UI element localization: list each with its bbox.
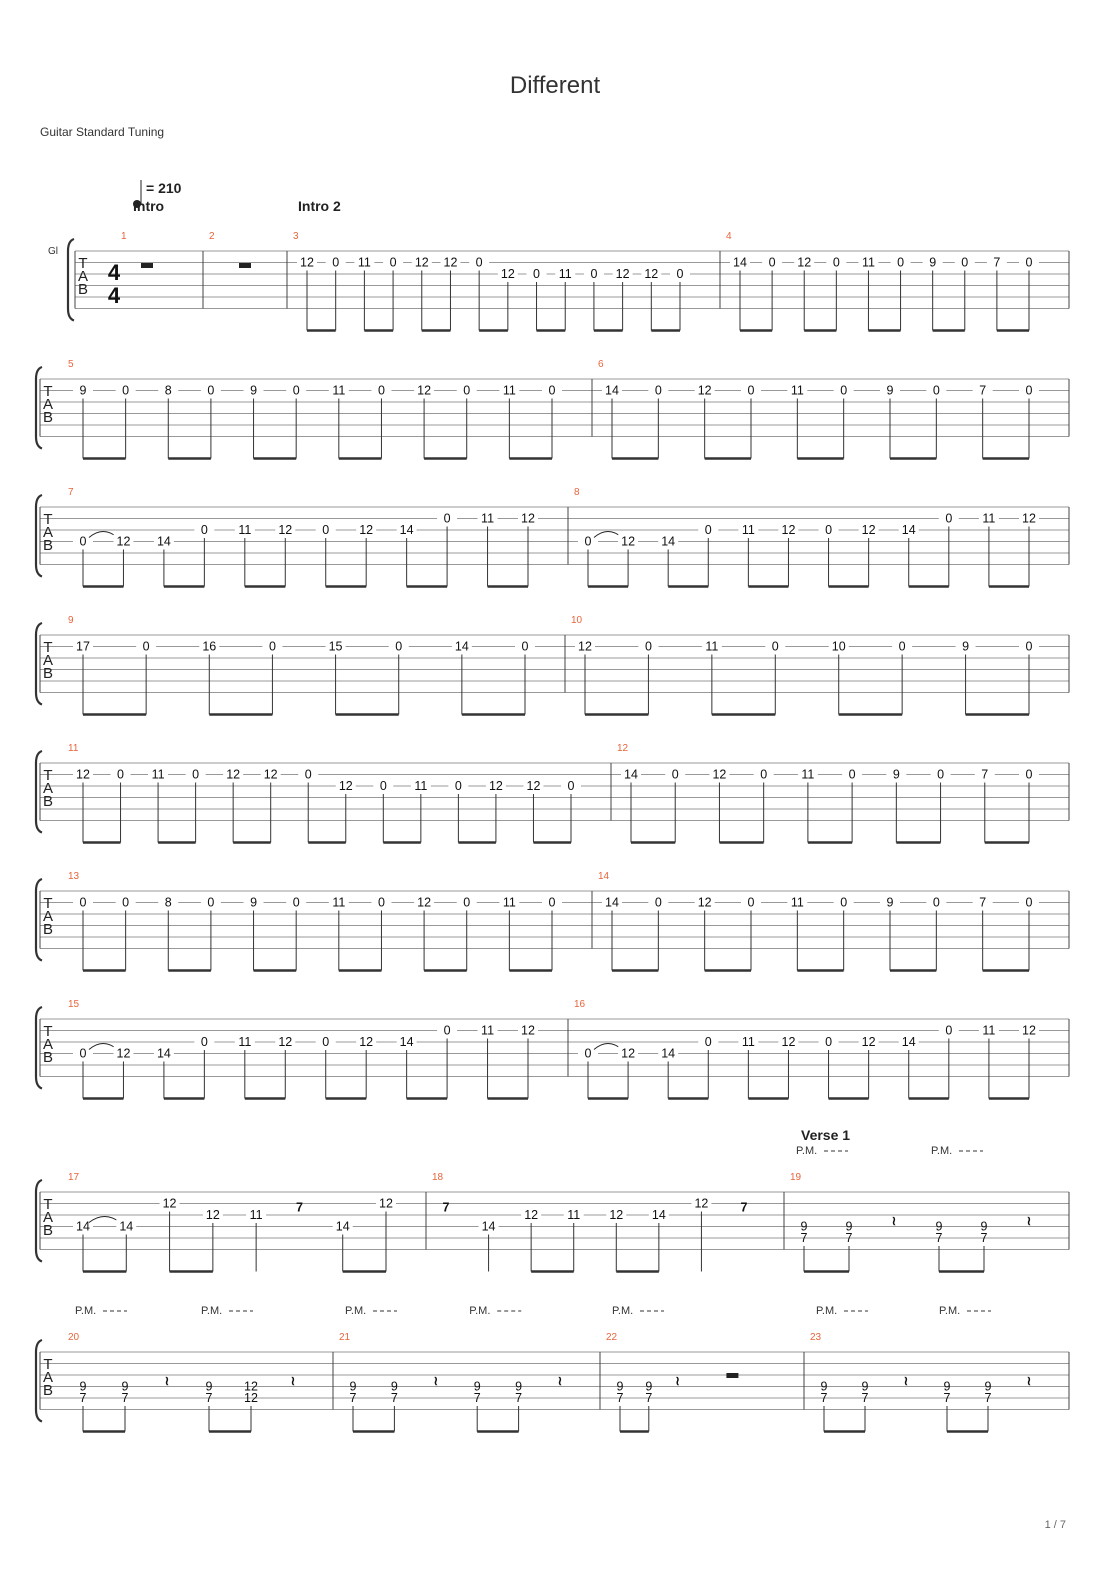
half-rest [239,263,251,268]
fret-number: 9 [473,1379,481,1394]
fret-number: 0 [533,267,541,281]
measure-number: 15 [68,999,80,1010]
measure-number: 8 [574,487,580,498]
measure-number: 14 [598,871,610,882]
tab-clef-letter: B [42,1049,54,1066]
fret-number: 11 [502,383,516,398]
slur-arc [89,1044,117,1050]
fret-number: 11 [705,639,719,654]
fret-number: 0 [898,639,906,654]
tab-clef-letter: T [43,383,53,400]
fret-number: 0 [207,895,215,910]
fret-number: 10 [831,639,846,654]
fret-number: 0 [584,1046,592,1061]
fret-number: 7 [845,1231,853,1245]
fret-number: 0 [304,767,312,782]
fret-number: 9 [943,1379,951,1394]
fret-number: 14 [481,1219,496,1234]
fret-number: 12 [116,1046,131,1061]
fret-number: 14 [605,895,619,910]
measure-number: 12 [617,743,629,754]
fret-number: 11 [741,523,755,537]
fret-number: 9 [79,383,87,398]
measure-number: 11 [68,743,79,754]
fret-number: 11 [567,1208,581,1222]
fret-number: 0 [937,767,945,782]
fret-number: 12 [244,1391,258,1405]
fret-number: 12 [797,255,812,270]
measure-number: 16 [574,999,586,1010]
fret-number: 0 [389,255,397,270]
instrument-label: Gl [48,246,58,257]
palm-mute-label: P.M. [201,1305,223,1317]
measure-number: 7 [68,487,74,498]
fret-number: 0 [463,895,471,910]
fret-number: 9 [515,1379,523,1394]
quarter-rest: ≀ [433,1374,439,1388]
fret-number: 14 [651,1208,666,1222]
fret-number: 7 [981,767,989,782]
fret-number: 0 [825,1035,833,1049]
fret-number: 7 [800,1231,808,1245]
fret-number: 0 [377,383,385,398]
tab-clef-letter: T [43,511,53,528]
fret-number: 0 [192,767,200,782]
fret-number: 9 [980,1219,988,1234]
fret-number: 11 [861,255,875,270]
measure-number: 4 [726,231,732,242]
fret-number: 0 [567,779,575,793]
fret-number: 0 [122,383,130,398]
tempo-value: = 210 [146,180,182,196]
fret-number: 12 [697,383,712,398]
fret-number: 0 [671,767,679,782]
fret-number: 12 [615,267,630,281]
tab-clef-letter: A [42,652,54,669]
fret-number: 0 [142,639,150,654]
fret-number: 9 [845,1219,853,1234]
measure-number: 3 [293,231,299,242]
quarter-rest: ≀ [290,1374,296,1388]
fret-number: 0 [79,1046,87,1061]
fret-number: 0 [79,534,87,549]
measure-number: 22 [606,1332,618,1343]
page-number: 1 / 7 [1044,1519,1066,1531]
fret-number: 9 [984,1379,992,1394]
fret-number: 0 [1025,895,1033,910]
fret-number: 0 [945,1023,953,1038]
measure-number: 23 [810,1332,822,1343]
fret-number: 11 [151,767,165,782]
slur-arc [89,1217,120,1223]
fret-number: 0 [322,1035,330,1049]
fret-number: 0 [1025,383,1033,398]
fret-number: 12 [578,639,592,654]
fret-number: 0 [521,639,529,654]
measure-number: 9 [68,615,74,626]
quarter-rest: ≀ [1026,1374,1032,1388]
fret-number: 12 [861,523,876,537]
fret-number: 0 [584,534,592,549]
fret-number: 0 [590,267,598,281]
fret-number: 14 [605,383,619,398]
fret-number: 8 [164,383,172,398]
tab-clef-letter: T [43,1196,53,1213]
eighth-rest: 7 [740,1200,748,1215]
fret-number: 11 [414,779,428,793]
fret-number: 11 [790,383,804,398]
fret-number: 0 [840,383,848,398]
section-intro-2: Intro 2 [298,198,341,214]
fret-number: 12 [379,1196,393,1211]
fret-number: 0 [292,895,300,910]
measure-number: 21 [339,1332,351,1343]
fret-number: 12 [609,1208,624,1222]
fret-number: 7 [205,1391,213,1405]
fret-number: 0 [454,779,462,793]
measure-number: 1 [121,231,127,242]
fret-number: 14 [661,534,676,549]
fret-number: 7 [979,383,987,398]
tab-clef-letter: A [42,1369,54,1386]
fret-number: 12 [338,779,353,793]
fret-number: 9 [929,255,937,270]
fret-number: 0 [332,255,340,270]
fret-number: 0 [379,779,387,793]
slur-arc [594,1044,622,1050]
tab-clef-letter: A [42,908,54,925]
tab-clef-letter: T [43,895,53,912]
fret-number: 12 [488,779,503,793]
fret-number: 12 [697,895,712,910]
system-bracket [68,239,74,321]
fret-number: 11 [801,767,815,782]
fret-number: 14 [156,534,171,549]
fret-number: 12 [712,767,727,782]
fret-number: 12 [521,1023,535,1038]
fret-number: 8 [164,895,172,910]
measure-number: 18 [432,1172,444,1183]
fret-number: 12 [621,534,636,549]
fret-number: 12 [621,1046,636,1061]
fret-number: 0 [644,639,652,654]
fret-number: 12 [414,255,429,270]
tab-clef-letter: B [42,665,54,682]
tab-clef-letter: B [42,1382,54,1399]
fret-number: 9 [800,1219,808,1234]
fret-number: 7 [515,1391,523,1405]
fret-number: 14 [335,1219,350,1234]
fret-number: 12 [694,1196,709,1211]
fret-number: 15 [328,639,343,654]
fret-number: 14 [119,1219,134,1234]
fret-number: 9 [390,1379,398,1394]
fret-number: 9 [892,767,900,782]
fret-number: 11 [558,267,572,281]
fret-number: 0 [322,523,330,537]
fret-number: 0 [704,523,712,537]
fret-number: 14 [624,767,638,782]
palm-mute-label: P.M. [939,1305,961,1317]
measure-number: 20 [68,1332,80,1343]
fret-number: 0 [832,255,840,270]
tab-clef-letter: T [43,639,53,656]
fret-number: 0 [932,895,940,910]
fret-number: 0 [200,523,208,537]
fret-number: 12 [1022,1023,1036,1038]
palm-mute-label: P.M. [345,1305,367,1317]
tab-clef-letter: T [78,255,88,272]
palm-mute-label: P.M. [931,1145,953,1157]
fret-number: 16 [202,639,217,654]
fret-number: 0 [932,383,940,398]
fret-number: 9 [616,1379,624,1394]
fret-number: 7 [980,1231,988,1245]
fret-number: 11 [982,1023,996,1038]
fret-number: 14 [399,1035,414,1049]
fret-number: 11 [481,1023,495,1038]
fret-number: 9 [205,1379,213,1394]
fret-number: 0 [654,383,662,398]
fret-number: 9 [121,1379,129,1394]
tab-clef-letter: A [42,1209,54,1226]
quarter-rest: ≀ [675,1374,680,1388]
fret-number: 9 [962,639,970,654]
fret-number: 11 [238,1035,252,1049]
palm-mute-label: P.M. [75,1305,97,1317]
fret-number: 0 [676,267,684,281]
fret-number: 0 [395,639,403,654]
tab-clef-letter: B [42,537,54,554]
palm-mute-label: P.M. [612,1305,634,1317]
palm-mute-label: P.M. [469,1305,491,1317]
fret-number: 12 [1022,511,1036,526]
fret-number: 11 [238,523,252,537]
fret-number: 0 [122,895,130,910]
fret-number: 17 [76,639,90,654]
fret-number: 0 [200,1035,208,1049]
fret-number: 0 [79,895,87,910]
quarter-rest: ≀ [891,1214,897,1228]
quarter-rest: ≀ [164,1374,170,1388]
fret-number: 7 [616,1391,624,1405]
fret-number: 12 [417,383,432,398]
tab-clef-letter: B [42,793,54,810]
measure-number: 6 [598,359,604,370]
fret-number: 14 [156,1046,171,1061]
eighth-rest: 7 [295,1200,303,1215]
fret-number: 0 [1025,767,1033,782]
fret-number: 14 [733,255,747,270]
measure-number: 13 [68,871,80,882]
quarter-rest: ≀ [903,1374,909,1388]
fret-number: 12 [644,267,659,281]
fret-number: 12 [278,1035,293,1049]
fret-number: 9 [820,1379,828,1394]
fret-number: 11 [502,895,516,910]
fret-number: 0 [463,383,471,398]
measure-number: 5 [68,359,74,370]
fret-number: 0 [443,511,451,526]
fret-number: 11 [741,1035,755,1049]
fret-number: 11 [332,895,346,910]
measure-number: 19 [790,1172,802,1183]
fret-number: 14 [661,1046,676,1061]
time-signature-bottom: 4 [107,283,121,308]
song-title: Different [509,72,601,99]
fret-number: 12 [500,267,515,281]
half-rest [141,263,153,268]
fret-number: 7 [390,1391,398,1405]
time-signature-top: 4 [107,260,121,285]
fret-number: 11 [357,255,371,270]
fret-number: 0 [747,895,755,910]
fret-number: 0 [768,255,776,270]
quarter-rest: ≀ [557,1374,563,1388]
fret-number: 14 [399,523,414,537]
fret-number: 7 [935,1231,943,1245]
fret-number: 0 [961,255,969,270]
tab-clef-letter: B [77,281,89,298]
fret-number: 11 [790,895,804,910]
fret-number: 12 [359,1035,374,1049]
tuning-label: Guitar Standard Tuning [40,125,165,139]
fret-number: 0 [1025,255,1033,270]
fret-number: 9 [250,895,258,910]
fret-number: 0 [897,255,905,270]
fret-number: 9 [645,1379,653,1394]
fret-number: 7 [645,1391,653,1405]
fret-number: 9 [349,1379,357,1394]
fret-number: 12 [861,1035,876,1049]
section-intro: Intro [133,198,165,214]
fret-number: 12 [278,523,293,537]
fret-number: 14 [454,639,469,654]
fret-number: 0 [548,895,556,910]
fret-number: 7 [984,1391,992,1405]
tab-clef-letter: A [42,396,54,413]
fret-number: 0 [654,895,662,910]
fret-number: 12 [162,1196,177,1211]
fret-number: 12 [226,767,241,782]
fret-number: 14 [901,523,916,537]
fret-number: 0 [840,895,848,910]
tab-clef-letter: B [42,409,54,426]
fret-number: 7 [820,1391,828,1405]
fret-number: 9 [935,1219,943,1234]
fret-number: 0 [117,767,125,782]
fret-number: 0 [475,255,483,270]
fret-number: 0 [760,767,768,782]
measure-number: 2 [209,231,215,242]
fret-number: 9 [886,383,894,398]
fret-number: 0 [825,523,833,537]
slur-arc [89,532,117,538]
fret-number: 12 [521,511,535,526]
fret-number: 0 [443,1023,451,1038]
fret-number: 7 [943,1391,951,1405]
fret-number: 12 [526,779,541,793]
fret-number: 9 [861,1379,869,1394]
fret-number: 7 [979,895,987,910]
quarter-rest: ≀ [1026,1214,1032,1228]
fret-number: 0 [377,895,385,910]
fret-number: 0 [548,383,556,398]
fret-number: 9 [79,1379,87,1394]
fret-number: 12 [205,1208,220,1222]
fret-number: 12 [263,767,278,782]
fret-number: 12 [417,895,432,910]
tab-clef-letter: B [42,921,54,938]
fret-number: 14 [76,1219,90,1234]
slur-arc [594,532,622,538]
tab-clef-letter: T [43,1023,53,1040]
fret-number: 0 [945,511,953,526]
fret-number: 0 [207,383,215,398]
tab-clef-letter: A [77,268,89,285]
tab-clef-letter: A [42,780,54,797]
fret-number: 0 [704,1035,712,1049]
fret-number: 12 [116,534,131,549]
fret-number: 12 [300,255,314,270]
section-verse-1: Verse 1 [801,1127,851,1143]
tab-clef-letter: B [42,1222,54,1239]
tab-clef-letter: A [42,1036,54,1053]
fret-number: 9 [250,383,258,398]
fret-number: 12 [359,523,374,537]
tab-clef-letter: T [43,767,53,784]
fret-number: 0 [1025,639,1033,654]
measure-number: 17 [68,1172,80,1183]
fret-number: 7 [993,255,1001,270]
palm-mute-label: P.M. [816,1305,838,1317]
measure-number: 10 [571,615,583,626]
fret-number: 0 [771,639,779,654]
eighth-rest: 7 [442,1200,450,1215]
fret-number: 12 [76,767,90,782]
fret-number: 11 [249,1208,263,1222]
fret-number: 12 [524,1208,539,1222]
fret-number: 12 [781,1035,796,1049]
fret-number: 7 [861,1391,869,1405]
half-rest [726,1373,738,1378]
fret-number: 12 [781,523,796,537]
palm-mute-label: P.M. [796,1145,818,1157]
fret-number: 14 [901,1035,916,1049]
fret-number: 0 [747,383,755,398]
fret-number: 7 [473,1391,481,1405]
fret-number: 9 [886,895,894,910]
fret-number: 12 [443,255,458,270]
fret-number: 0 [268,639,276,654]
tab-clef-letter: T [43,1356,53,1373]
fret-number: 11 [481,511,495,526]
fret-number: 0 [848,767,856,782]
fret-number: 7 [121,1391,129,1405]
fret-number: 0 [292,383,300,398]
fret-number: 12 [244,1379,258,1394]
tab-clef-letter: A [42,524,54,541]
fret-number: 7 [349,1391,357,1405]
fret-number: 11 [982,511,996,526]
fret-number: 7 [79,1391,87,1405]
fret-number: 11 [332,383,346,398]
